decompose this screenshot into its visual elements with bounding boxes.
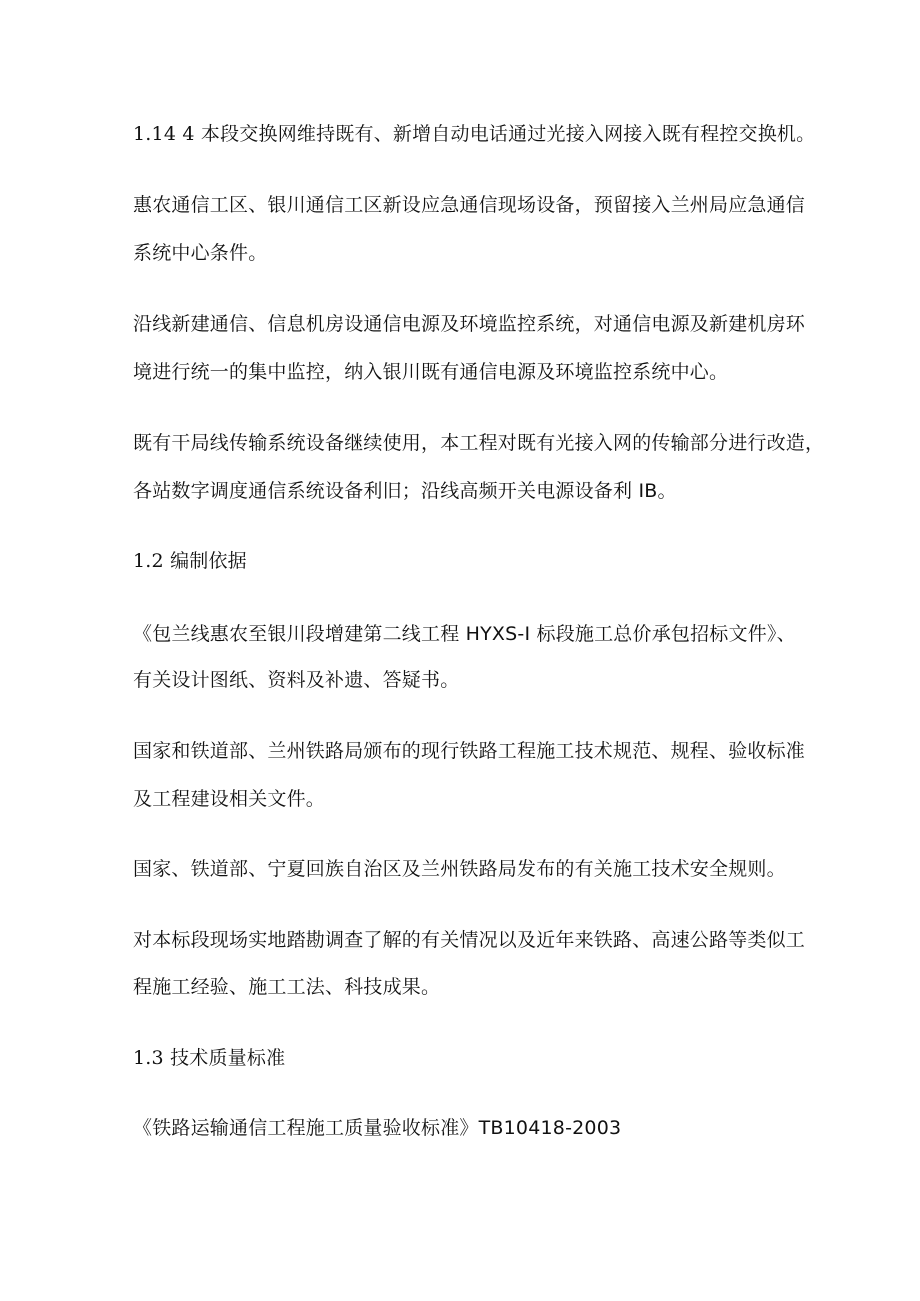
paragraph-4-line-2: 各站数字调度通信系统设备利旧；沿线高频开关电源设备利 IB。 bbox=[133, 480, 677, 502]
paragraph-6-line-2: 及工程建设相关文件。 bbox=[133, 788, 326, 810]
paragraph-5-line-2: 有关设计图纸、资料及补遗、答疑书。 bbox=[133, 669, 460, 691]
section-number: 1.2 bbox=[133, 550, 164, 572]
section-title: 技术质量标准 bbox=[170, 1047, 286, 1069]
section-heading-1-3 bbox=[133, 1044, 285, 1072]
section-heading-1-2 bbox=[133, 547, 247, 575]
paragraph-4-line-1: 既有干局线传输系统设备继续使用，本工程对既有光接入网的传输部分进行改造， bbox=[133, 432, 825, 454]
paragraph-3-line-1: 沿线新建通信、信息机房设通信电源及环境监控系统，对通信电源及新建机房环 bbox=[133, 313, 806, 335]
paragraph-6-line-1: 国家和铁道部、兰州铁路局颁布的现行铁路工程施工技术规范、规程、验收标准 bbox=[133, 740, 806, 762]
paragraph-2-line-1: 惠农通信工区、银川通信工区新设应急通信现场设备，预留接入兰州局应急通信 bbox=[133, 194, 806, 216]
paragraph-2-line-2: 系统中心条件。 bbox=[133, 242, 268, 264]
section-number: 1.3 bbox=[133, 1047, 164, 1069]
paragraph-7-line-1: 国家、铁道部、宁夏回族自治区及兰州铁路局发布的有关施工技术安全规则。 bbox=[133, 858, 786, 880]
paragraph-9-line-1: 《铁路运输通信工程施工质量验收标准》TB10418-2003 bbox=[133, 1117, 622, 1139]
paragraph-8-line-2: 程施工经验、施工工法、科技成果。 bbox=[133, 976, 441, 998]
section-number: 1.14 4 bbox=[133, 123, 195, 145]
paragraph-8-line-1: 对本标段现场实地踏勘调查了解的有关情况以及近年来铁路、高速公路等类似工 bbox=[133, 929, 806, 951]
section-title: 编制依据 bbox=[170, 550, 247, 572]
paragraph-text: 本段交换网维持既有、新增自动电话通过光接入网接入既有程控交换机。 bbox=[200, 123, 816, 145]
paragraph-5-line-1: 《包兰线惠农至银川段增建第二线工程 HYXS-I 标段施工总价承包招标文件》、 bbox=[133, 623, 796, 645]
paragraph-1-line-1 bbox=[133, 120, 815, 148]
paragraph-3-line-2: 境进行统一的集中监控，纳入银川既有通信电源及环境监控系统中心。 bbox=[133, 361, 729, 383]
